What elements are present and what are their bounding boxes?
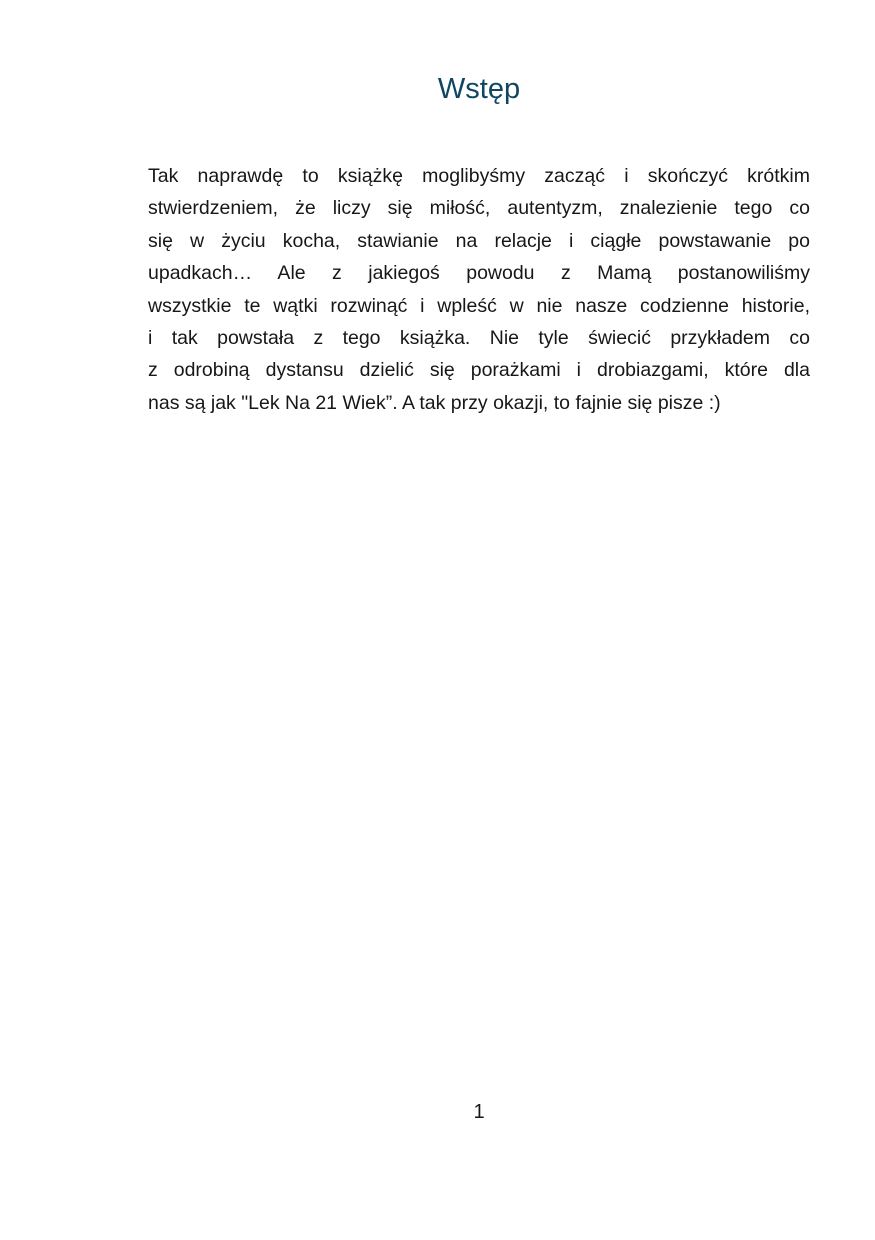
paragraph-line: Tak naprawdę to książkę moglibyśmy zacząć i skończyć krótkim [148,165,810,187]
paragraph-line: upadkach… Ale z jakiegoś powodu z Mamą postanowiliśmy [148,262,810,285]
paragraph-line: stwierdzeniem, że liczy się miłość, autentyzm, znalezienie tego co [148,197,810,220]
paragraph-line: wszystkie te wątki rozwinąć i wpleść w nie nasze codzienne historie, [148,294,810,317]
paragraph-line: z odrobiną dystansu dzielić się porażkami i drobiazgami, które dla [148,359,810,382]
paragraph-line: się w życiu kocha, stawianie na relacje i ciągłe powstawanie po [148,229,810,252]
paragraph-line: nas są jak "Lek Na 21 Wiek”. A tak przy okazji, to fajnie się pisze :) [148,391,721,414]
intro-paragraph [148,160,810,419]
paragraph-line: i tak powstała z tego książka. Nie tyle świecić przykładem co [148,327,810,350]
chapter-title: Wstęp [437,73,521,105]
page-number: 1 [473,1101,485,1123]
